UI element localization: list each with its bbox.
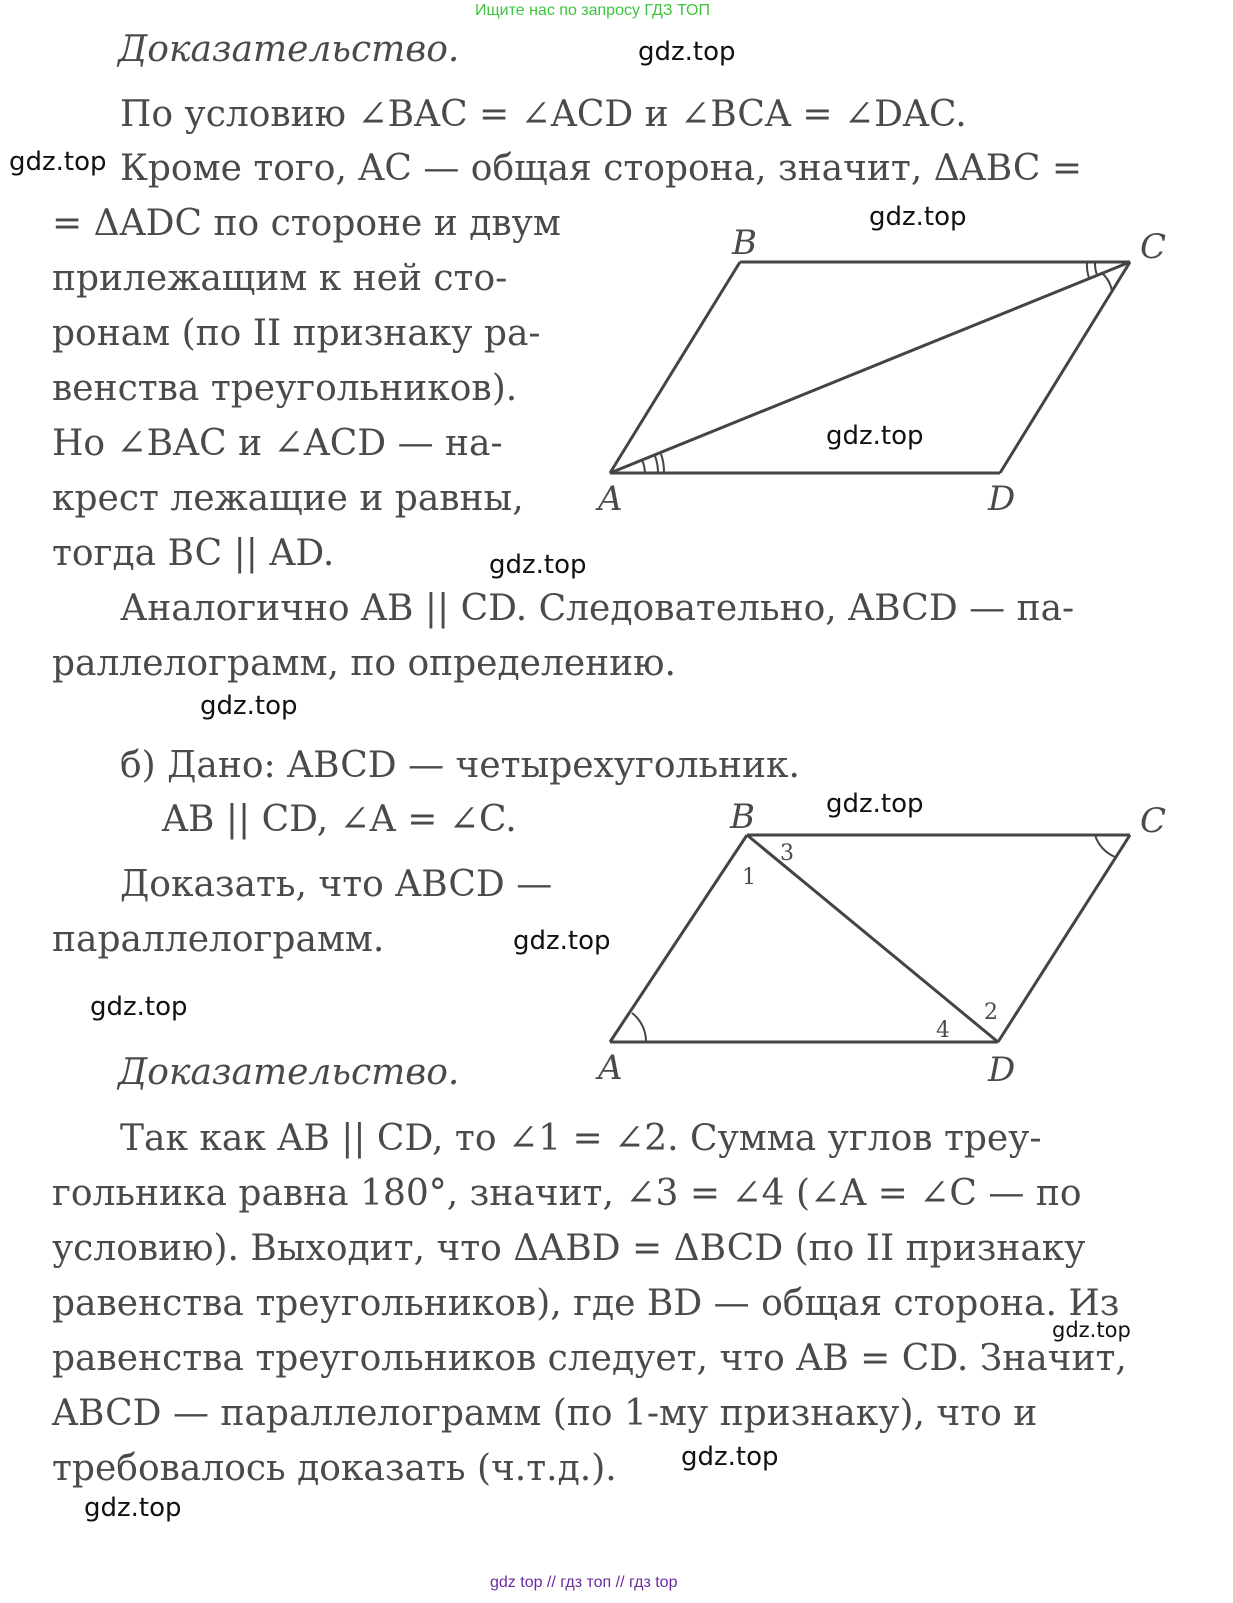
vertex-label-d: D [988, 1050, 1016, 1090]
parallelogram-figure-a [590, 220, 1210, 520]
angle-label-4: 4 [936, 1018, 950, 1043]
text-line: По условию ∠BAC = ∠ACD и ∠BCA = ∠DAC. [120, 94, 967, 135]
text-line: равенства треугольников следует, что AB = CD. Значит, [52, 1338, 1127, 1379]
angle-label-3: 3 [780, 841, 794, 866]
watermark: gdz.top [489, 550, 587, 580]
text-line: Но ∠BAC и ∠ACD — на- [52, 423, 503, 464]
angle-label-2: 2 [984, 1000, 998, 1025]
vertex-label-c: C [1140, 227, 1167, 267]
vertex-label-a: A [598, 1048, 623, 1088]
vertex-label-d: D [988, 479, 1016, 519]
text-line: прилежащим к ней сто- [52, 258, 508, 299]
text-line: Так как AB || CD, то ∠1 = ∠2. Сумма углов треу- [120, 1118, 1042, 1159]
text-line: гольника равна 180°, значит, ∠3 = ∠4 (∠A = ∠C — по [52, 1173, 1082, 1214]
vertex-label-a: A [598, 479, 623, 519]
prove-line-2: параллелограмм. [52, 919, 385, 960]
vertex-label-b: B [732, 223, 757, 263]
proof-heading-b: Доказательство. [118, 1052, 460, 1093]
proof-heading-a: Доказательство. [118, 29, 460, 70]
footer-links[interactable]: gdz top // гдз топ // гдз top [490, 1574, 678, 1591]
watermark: gdz.top [200, 691, 298, 721]
text-line: тогда BC || AD. [52, 533, 335, 574]
text-line: требовалось доказать (ч.т.д.). [52, 1448, 617, 1489]
vertex-label-b: B [730, 797, 755, 837]
angle-label-1: 1 [742, 865, 756, 890]
watermark: gdz.top [513, 926, 611, 956]
vertex-label-c: C [1140, 801, 1167, 841]
text-line: условию). Выходит, что ΔABD = ΔBCD (по II признаку [52, 1228, 1086, 1269]
text-line: ABCD — параллелограмм (по 1-му признаку), что и [52, 1393, 1038, 1434]
text-line: венства треугольников). [52, 368, 518, 409]
text-line: Кроме того, AC — общая сторона, значит, ΔABC = [120, 148, 1082, 189]
watermark: gdz.top [90, 992, 188, 1022]
watermark: gdz.top [1052, 1318, 1131, 1342]
prove-line-1: Доказать, что ABCD — [120, 864, 553, 905]
given-line-1: б) Дано: ABCD — четырехугольник. [120, 745, 800, 786]
watermark: gdz.top [638, 37, 736, 67]
top-banner[interactable]: Ищите нас по запросу ГДЗ ТОП [475, 2, 710, 19]
watermark: gdz.top [826, 421, 924, 451]
watermark: gdz.top [681, 1442, 779, 1472]
text-line: Аналогично AB || CD. Следовательно, ABCD — па- [120, 588, 1075, 629]
watermark: gdz.top [826, 789, 924, 819]
text-line: раллелограмм, по определению. [52, 643, 676, 684]
watermark: gdz.top [84, 1493, 182, 1523]
watermark: gdz.top [9, 147, 107, 177]
given-line-2: AB || CD, ∠A = ∠C. [162, 799, 517, 840]
text-line: ронам (по II признаку ра- [52, 313, 541, 354]
watermark: gdz.top [869, 202, 967, 232]
text-line: крест лежащие и равны, [52, 478, 524, 519]
text-line: = ΔADC по стороне и двум [52, 203, 561, 244]
text-line: равенства треугольников), где BD — общая сторона. Из [52, 1283, 1120, 1324]
parallelogram-figure-b [590, 795, 1210, 1095]
